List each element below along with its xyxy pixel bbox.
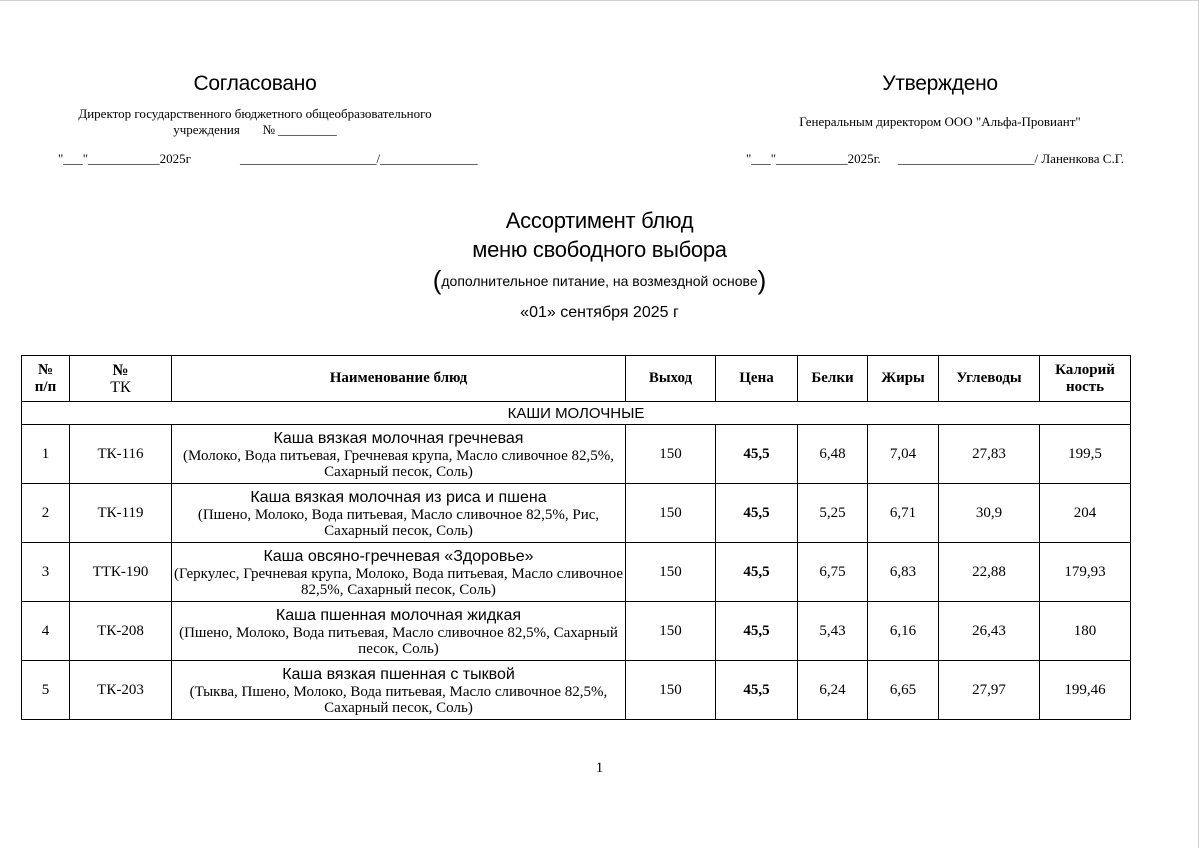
cell-fat: 6,16 bbox=[868, 602, 939, 661]
approval-left-block bbox=[40, 72, 470, 138]
menu-table bbox=[21, 355, 1131, 720]
approval-right-title: Утверждено bbox=[882, 72, 998, 95]
header-fat: Жиры bbox=[868, 356, 939, 402]
header-tk: № ТК bbox=[70, 356, 172, 402]
header-output: Выход bbox=[626, 356, 716, 402]
cell-fat: 6,65 bbox=[868, 661, 939, 720]
document-title-line1: Ассортимент блюд bbox=[505, 208, 694, 233]
table-row bbox=[22, 484, 1131, 543]
approval-left-title: Согласовано bbox=[193, 72, 317, 95]
dish-title: Каша овсяно-гречневая «Здоровье» bbox=[263, 547, 534, 565]
header-calories: Калорий ность bbox=[1040, 356, 1131, 402]
cell-price: 45,5 bbox=[716, 484, 798, 543]
cell-num: 2 bbox=[22, 484, 70, 543]
document-date: «01» сентября 2025 г bbox=[520, 304, 679, 321]
dish-title: Каша пшенная молочная жидкая bbox=[275, 606, 522, 624]
header-name: Наименование блюд bbox=[172, 356, 626, 402]
subtitle-paren-close: ) bbox=[757, 265, 767, 295]
cell-tk: ТК-119 bbox=[70, 484, 172, 543]
cell-protein: 6,48 bbox=[798, 425, 868, 484]
approval-right-date: "___"___________2025г. bbox=[746, 151, 881, 166]
header-price: Цена bbox=[716, 356, 798, 402]
dish-ingredients: (Молоко, Вода питьевая, Гречневая крупа, Масло сливочное 82,5%, Сахарный песок, Соль) bbox=[183, 447, 614, 480]
cell-carbs: 22,88 bbox=[939, 543, 1040, 602]
header-num: № п/п bbox=[22, 356, 70, 402]
table-row bbox=[22, 661, 1131, 720]
dish-ingredients: (Пшено, Молоко, Вода питьевая, Масло сливочное 82,5%, Рис, Сахарный песок, Соль) bbox=[197, 506, 600, 539]
approval-left-signature: _____________________/_______________ bbox=[240, 151, 478, 166]
cell-num: 1 bbox=[22, 425, 70, 484]
cell-dish bbox=[172, 484, 626, 543]
dish-ingredients: (Пшено, Молоко, Вода питьевая, Масло сливочное 82,5%, Сахарный песок, Соль) bbox=[179, 624, 618, 657]
cell-dish bbox=[172, 543, 626, 602]
cell-fat: 6,83 bbox=[868, 543, 939, 602]
header-protein: Белки bbox=[798, 356, 868, 402]
table-row bbox=[22, 425, 1131, 484]
cell-carbs: 27,97 bbox=[939, 661, 1040, 720]
cell-dish bbox=[172, 602, 626, 661]
section-title: КАШИ МОЛОЧНЫЕ bbox=[22, 402, 1131, 425]
cell-price: 45,5 bbox=[716, 543, 798, 602]
dish-ingredients: (Тыква, Пшено, Молоко, Вода питьевая, Масло сливочное 82,5%, Сахарный песок, Соль) bbox=[189, 683, 608, 716]
dish-title: Каша вязкая молочная из риса и пшена bbox=[250, 488, 547, 506]
cell-num: 4 bbox=[22, 602, 70, 661]
cell-output: 150 bbox=[626, 661, 716, 720]
cell-protein: 6,75 bbox=[798, 543, 868, 602]
cell-calories: 199,46 bbox=[1040, 661, 1131, 720]
page-edge-top bbox=[0, 0, 1199, 1]
subtitle-paren-open: ( bbox=[432, 265, 442, 295]
table-row bbox=[22, 543, 1131, 602]
cell-carbs: 27,83 bbox=[939, 425, 1040, 484]
approval-right-line1: Генеральным директором ООО "Альфа-Провиант" bbox=[799, 114, 1081, 129]
dish-title: Каша вязкая молочная гречневая bbox=[273, 429, 524, 447]
approval-left-date: "___"___________2025г bbox=[58, 151, 191, 166]
cell-price: 45,5 bbox=[716, 602, 798, 661]
cell-output: 150 bbox=[626, 543, 716, 602]
header-carbs: Углеводы bbox=[939, 356, 1040, 402]
cell-calories: 204 bbox=[1040, 484, 1131, 543]
cell-fat: 7,04 bbox=[868, 425, 939, 484]
document-title-line2: меню свободного выбора bbox=[472, 237, 727, 262]
cell-num: 3 bbox=[22, 543, 70, 602]
approval-right-block bbox=[740, 72, 1140, 130]
cell-calories: 199,5 bbox=[1040, 425, 1131, 484]
cell-calories: 179,93 bbox=[1040, 543, 1131, 602]
cell-price: 45,5 bbox=[716, 661, 798, 720]
cell-protein: 5,25 bbox=[798, 484, 868, 543]
table-row bbox=[22, 602, 1131, 661]
cell-fat: 6,71 bbox=[868, 484, 939, 543]
section-row bbox=[22, 402, 1131, 425]
dish-title: Каша вязкая пшенная с тыквой bbox=[282, 665, 515, 683]
cell-tk: ТК-203 bbox=[70, 661, 172, 720]
cell-carbs: 30,9 bbox=[939, 484, 1040, 543]
cell-tk: ТК-116 bbox=[70, 425, 172, 484]
table-header-row bbox=[22, 356, 1131, 402]
cell-dish bbox=[172, 425, 626, 484]
approval-right-signature: _____________________/ Ланенкова С.Г. bbox=[898, 151, 1124, 166]
cell-output: 150 bbox=[626, 484, 716, 543]
cell-output: 150 bbox=[626, 425, 716, 484]
cell-tk: ТТК-190 bbox=[70, 543, 172, 602]
cell-num: 5 bbox=[22, 661, 70, 720]
page-number: 1 bbox=[595, 760, 604, 776]
cell-price: 45,5 bbox=[716, 425, 798, 484]
cell-output: 150 bbox=[626, 602, 716, 661]
approval-left-line1: Директор государственного бюджетного общеобразовательного bbox=[78, 106, 432, 121]
cell-calories: 180 bbox=[1040, 602, 1131, 661]
dish-ingredients: (Геркулес, Гречневая крупа, Молоко, Вода питьевая, Масло сливочное 82,5%, Сахарный песок, Соль) bbox=[174, 565, 623, 598]
cell-carbs: 26,43 bbox=[939, 602, 1040, 661]
cell-protein: 6,24 bbox=[798, 661, 868, 720]
subtitle-text: дополнительное питание, на возмездной основе bbox=[441, 273, 758, 289]
cell-dish bbox=[172, 661, 626, 720]
document-subtitle bbox=[0, 266, 1199, 295]
cell-tk: ТК-208 bbox=[70, 602, 172, 661]
cell-protein: 5,43 bbox=[798, 602, 868, 661]
approval-left-line2: учреждения № _________ bbox=[173, 122, 337, 137]
